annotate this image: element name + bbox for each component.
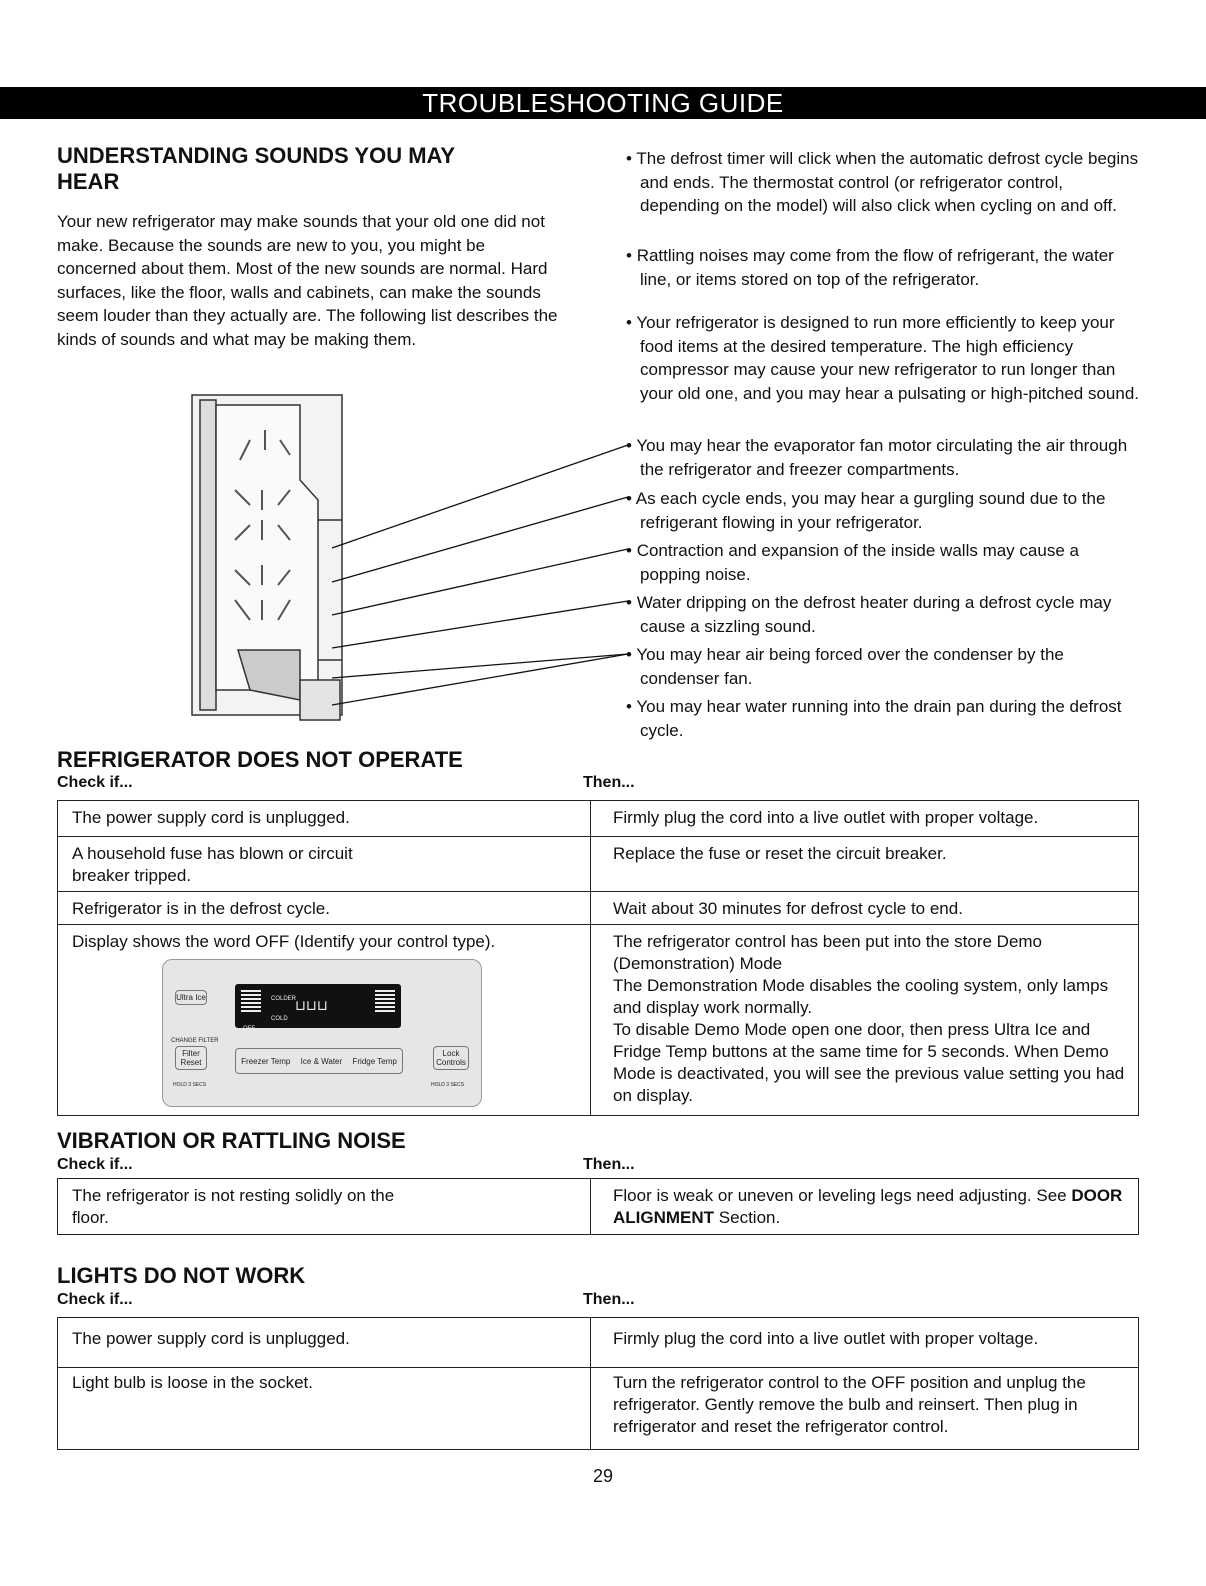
bullet-item: • The defrost timer will click when the automatic defrost cycle begins and ends. The thermostat control (or refrigerator control, depending on the model) will also click when cycling on and off. <box>626 149 1139 215</box>
then-cell: Firmly plug the cord into a live outlet with proper voltage. <box>591 801 1139 837</box>
bullet-item: • Water dripping on the defrost heater during a defrost cycle may cause a sizzling sound. <box>626 593 1112 636</box>
bullet-text: You may hear water running into the drain pan during the defrost cycle. <box>636 697 1122 740</box>
then-text: Floor is weak or uneven or leveling legs need adjusting. See <box>613 1186 1072 1205</box>
then-label: Then... <box>583 1291 635 1308</box>
off-label: OFF <box>243 1026 255 1032</box>
check-cell: Refrigerator is in the defrost cycle. <box>58 892 591 925</box>
table-row <box>58 1318 1139 1368</box>
colder-label: COLDER <box>271 996 297 1002</box>
bullet-text: You may hear the evaporator fan motor circulating the air through the refrigerator and freezer compartments. <box>636 436 1128 479</box>
check-if-label: Check if... <box>57 774 133 791</box>
control-panel-image <box>162 959 482 1107</box>
bullet-text: Water dripping on the defrost heater during a defrost cycle may cause a sizzling sound. <box>636 593 1112 636</box>
then-cell: Wait about 30 minutes for defrost cycle to end. <box>591 892 1139 925</box>
display-image <box>235 984 401 1032</box>
then-cell: Turn the refrigerator control to the OFF position and unplug the refrigerator. Gently remove the bulb and reinsert. Then plug in refrigerator and reset the refrigerator control. <box>591 1368 1139 1450</box>
then-cell: The refrigerator control has been put into the store Demo (Demonstration) Mode The Demonstration Mode disables the cooling system, only lamps and display work normally. To disable Demo Mode open one door, then press Ultra Ice and Fridge Temp buttons at the same time for 5 seconds. When Demo Mode is deactivated, you will see the previous value setting you had on display. <box>591 925 1139 1116</box>
then-cell: Replace the fuse or reset the circuit breaker. <box>591 837 1139 892</box>
lock-controls-button-image: Lock Controls <box>433 1046 469 1070</box>
heading-line: HEAR <box>57 169 120 194</box>
check-cell: The power supply cord is unplugged. <box>58 801 591 837</box>
level-bars-icon <box>375 990 395 1014</box>
table-row <box>58 1179 1139 1235</box>
table-row <box>58 925 1139 1116</box>
table-row <box>58 892 1139 925</box>
table-row <box>58 1368 1139 1450</box>
check-cell: The power supply cord is unplugged. <box>58 1318 591 1368</box>
ultra-ice-button-image: Ultra Ice <box>175 990 207 1005</box>
bullet-text: Your refrigerator is designed to run more efficiently to keep your food items at the desired temperature. The high efficiency compressor may cause your new refrigerator to run longer than your old one, and you may hear a pulsating or high-pitched sound. <box>636 313 1139 403</box>
bullet-item: • You may hear air being forced over the condenser by the condenser fan. <box>626 645 1064 688</box>
not-operate-heading: REFRIGERATOR DOES NOT OPERATE <box>57 747 463 772</box>
check-text: A household fuse has blown or circuit breaker tripped. <box>72 844 353 885</box>
page-number: 29 <box>592 1466 614 1486</box>
door-alignment-reference: DOOR ALIGNMENT <box>613 1186 1123 1227</box>
bullet-item: • Rattling noises may come from the flow of refrigerant, the water line, or items stored on top of the refrigerator. <box>626 246 1114 289</box>
check-cell <box>58 925 591 1116</box>
then-label: Then... <box>583 1156 635 1173</box>
bullet-text: You may hear air being forced over the condenser by the condenser fan. <box>636 645 1064 688</box>
check-if-label: Check if... <box>57 1291 133 1308</box>
cup-icons: ⊔⊔⊔ <box>295 997 328 1013</box>
check-text: The refrigerator is not resting solidly on the floor. <box>72 1186 395 1227</box>
check-cell <box>58 837 591 892</box>
hold-label: HOLD 3 SECS <box>173 1082 207 1088</box>
level-bars-icon <box>241 990 261 1014</box>
then-text: Section. <box>714 1208 781 1227</box>
bullet-text: Rattling noises may come from the flow of refrigerant, the water line, or items stored on top of the refrigerator. <box>636 246 1114 289</box>
table-row <box>58 801 1139 837</box>
section-banner: TROUBLESHOOTING GUIDE <box>0 87 1206 119</box>
then-cell: Firmly plug the cord into a live outlet with proper voltage. <box>591 1318 1139 1368</box>
lights-table <box>57 1317 1139 1450</box>
hold-label: HOLD 3 SECS <box>431 1082 465 1088</box>
bullet-item: • As each cycle ends, you may hear a gurgling sound due to the refrigerant flowing in your refrigerator. <box>626 489 1106 532</box>
vibration-heading: VIBRATION OR RATTLING NOISE <box>57 1128 406 1153</box>
bullet-item: • Contraction and expansion of the inside walls may cause a popping noise. <box>626 541 1079 584</box>
vibration-table <box>57 1178 1139 1235</box>
table-row <box>58 837 1139 892</box>
fridge-temp-label: Fridge Temp <box>352 1056 397 1066</box>
ice-water-label: Ice & Water <box>300 1056 343 1066</box>
cold-label: COLD <box>271 1016 288 1022</box>
temp-buttons-image <box>235 1048 403 1074</box>
bullet-text: The defrost timer will click when the automatic defrost cycle begins and ends. The thermostat control (or refrigerator control, depending on the model) will also click when cycling on and off. <box>636 149 1139 215</box>
lights-heading: LIGHTS DO NOT WORK <box>57 1263 306 1288</box>
change-filter-label: CHANGE FILTER <box>171 1038 219 1044</box>
then-cell <box>591 1179 1139 1235</box>
check-cell <box>58 1179 591 1235</box>
not-operate-table <box>57 800 1139 1116</box>
then-label: Then... <box>583 774 635 791</box>
bullet-text: Contraction and expansion of the inside walls may cause a popping noise. <box>636 541 1079 584</box>
sounds-intro: Your new refrigerator may make sounds that your old one did not make. Because the sounds are new to you, you might be concerned about them. Most of the new sounds are normal. Hard surfaces, like the floor, walls and cabinets, can make the sounds seem louder than they actually are. The following list describes the kinds of sounds and what may be making them. <box>57 212 558 349</box>
bullet-item: • You may hear water running into the drain pan during the defrost cycle. <box>626 697 1122 740</box>
check-cell: Light bulb is loose in the socket. <box>58 1368 591 1450</box>
bullet-text: As each cycle ends, you may hear a gurgling sound due to the refrigerant flowing in your refrigerator. <box>635 489 1106 532</box>
check-if-label: Check if... <box>57 1156 133 1173</box>
heading-line: UNDERSTANDING SOUNDS YOU MAY <box>57 143 456 168</box>
freezer-temp-label: Freezer Temp <box>241 1056 291 1066</box>
bullet-item: • You may hear the evaporator fan motor circulating the air through the refrigerator and freezer compartments. <box>626 436 1128 479</box>
bullet-item: • Your refrigerator is designed to run more efficiently to keep your food items at the desired temperature. The high efficiency compressor may cause your new refrigerator to run longer than your old one, and you may hear a pulsating or high-pitched sound. <box>626 313 1139 403</box>
filter-reset-button-image: Filter Reset <box>175 1046 207 1070</box>
check-text: Display shows the word OFF (Identify your control type). <box>72 932 496 951</box>
